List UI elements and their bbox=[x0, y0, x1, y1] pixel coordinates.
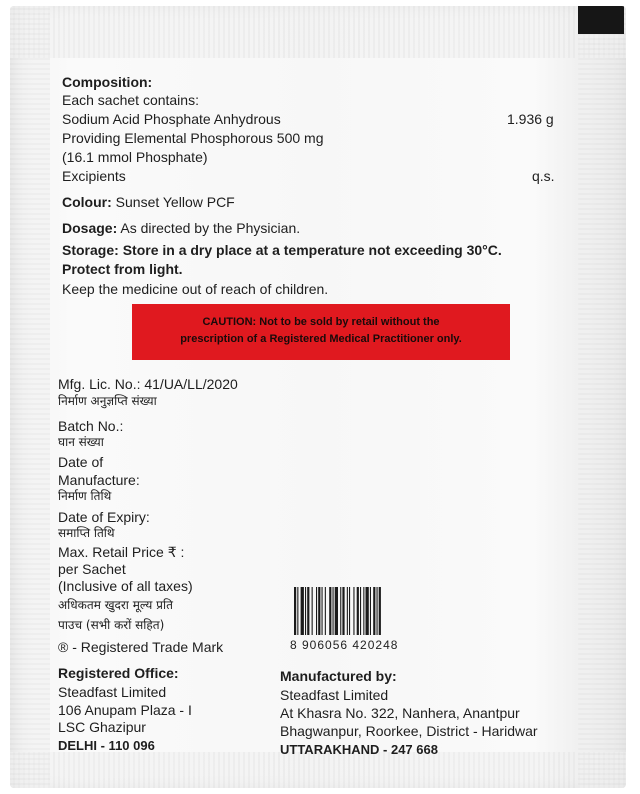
caution-banner bbox=[132, 304, 510, 360]
barcode-bar bbox=[305, 587, 306, 635]
registered-office-heading: Registered Office: bbox=[58, 665, 179, 681]
barcode-bar bbox=[297, 587, 298, 635]
dosage-row bbox=[62, 220, 300, 237]
batch-hindi: घान संख्या bbox=[58, 435, 104, 449]
mfg-lic-label: Mfg. Lic. No.: 41/UA/LL/2020 bbox=[58, 376, 238, 392]
barcode-bar bbox=[318, 587, 320, 635]
barcode-bar bbox=[335, 587, 338, 635]
barcode-bar bbox=[379, 587, 381, 635]
composition-value: 1.936 g bbox=[507, 111, 554, 127]
colour-row bbox=[62, 194, 235, 211]
barcode-bars bbox=[290, 587, 432, 637]
barcode-bar bbox=[312, 587, 313, 635]
dosage-label: Dosage: bbox=[62, 220, 118, 236]
composition-line: Each sachet contains: bbox=[62, 92, 199, 108]
date-mfg-hindi: निर्माण तिथि bbox=[58, 489, 112, 503]
composition-heading: Composition: bbox=[62, 74, 153, 90]
colour-value: Sunset Yellow PCF bbox=[115, 194, 235, 210]
barcode-bar bbox=[347, 587, 348, 635]
caution-line: prescription of a Registered Medical Practitioner only. bbox=[180, 333, 462, 345]
composition-line: Providing Elemental Phosphorous 500 mg bbox=[62, 130, 324, 146]
right-seal bbox=[578, 6, 626, 788]
barcode-bar bbox=[373, 587, 375, 635]
corner-tab bbox=[578, 6, 624, 34]
date-exp-hindi: समाप्ति तिथि bbox=[58, 526, 115, 540]
mrp-line: Max. Retail Price ₹ : bbox=[58, 544, 185, 560]
registered-office-line: Steadfast Limited bbox=[58, 684, 167, 700]
barcode-bar bbox=[342, 587, 344, 635]
composition-line: Sodium Acid Phosphate Anhydrous bbox=[62, 111, 281, 127]
barcode-bar bbox=[307, 587, 309, 635]
composition-line: (16.1 mmol Phosphate) bbox=[62, 149, 208, 165]
storage-label: Storage: bbox=[62, 242, 119, 258]
manufacturer-line: At Khasra No. 322, Nanhera, Anantpur bbox=[280, 705, 520, 721]
composition-line: Excipients bbox=[62, 168, 126, 184]
storage-value: Store in a dry place at a temperature not exceeding 30°C. bbox=[122, 242, 502, 258]
barcode-bar bbox=[353, 587, 354, 635]
composition-value: q.s. bbox=[532, 168, 555, 184]
registered-office-line: DELHI - 110 096 bbox=[58, 738, 155, 753]
barcode-bar bbox=[360, 587, 361, 635]
sachet-package bbox=[10, 6, 626, 788]
storage-line: Keep the medicine out of reach of children. bbox=[62, 281, 329, 297]
barcode-bar bbox=[325, 587, 326, 635]
barcode-bar bbox=[301, 587, 304, 635]
left-seal bbox=[10, 6, 50, 788]
manufacturer-line: Bhagwanpur, Roorkee, District - Haridwar bbox=[280, 723, 538, 739]
barcode-bar bbox=[322, 587, 323, 635]
registered-office-line: LSC Ghazipur bbox=[58, 719, 146, 735]
mrp-hindi: पाउच (सभी करों सहित) bbox=[58, 618, 165, 632]
barcode-bar bbox=[366, 587, 369, 635]
caution-line: CAUTION: Not to be sold by retail without the bbox=[202, 316, 440, 328]
dosage-value: As directed by the Physician. bbox=[120, 220, 301, 236]
barcode-bar bbox=[316, 587, 317, 635]
top-seal bbox=[10, 6, 626, 58]
manufacturer-line: Steadfast Limited bbox=[280, 687, 389, 703]
date-mfg-line: Date of bbox=[58, 454, 104, 470]
barcode-digits: 8 906056 420248 bbox=[290, 638, 399, 652]
manufacturer-heading: Manufactured by: bbox=[280, 668, 397, 684]
barcode bbox=[290, 587, 432, 655]
colour-label: Colour: bbox=[62, 194, 112, 210]
storage-row bbox=[62, 242, 502, 259]
registered-office-line: 106 Anupam Plaza - I bbox=[58, 702, 192, 718]
date-mfg-line: Manufacture: bbox=[58, 472, 140, 488]
batch-label: Batch No.: bbox=[58, 418, 124, 434]
mrp-line: per Sachet bbox=[58, 561, 126, 577]
barcode-bar bbox=[370, 587, 371, 635]
barcode-bar bbox=[340, 587, 341, 635]
date-exp-label: Date of Expiry: bbox=[58, 509, 150, 525]
barcode-bar bbox=[377, 587, 378, 635]
manufacturer-line: UTTARAKHAND - 247 668 bbox=[280, 742, 438, 757]
barcode-bar bbox=[294, 587, 296, 635]
barcode-bar bbox=[363, 587, 364, 635]
trademark-note: ® - Registered Trade Mark bbox=[58, 639, 224, 655]
mrp-line: (Inclusive of all taxes) bbox=[58, 578, 193, 594]
storage-line: Protect from light. bbox=[62, 261, 183, 277]
barcode-bar bbox=[329, 587, 331, 635]
mfg-lic-hindi: निर्माण अनुज्ञप्ति संख्या bbox=[58, 394, 157, 408]
barcode-bar bbox=[349, 587, 350, 635]
barcode-bar bbox=[333, 587, 334, 635]
mrp-hindi: अधिकतम खुदरा मूल्य प्रति bbox=[58, 598, 173, 612]
barcode-bar bbox=[357, 587, 359, 635]
